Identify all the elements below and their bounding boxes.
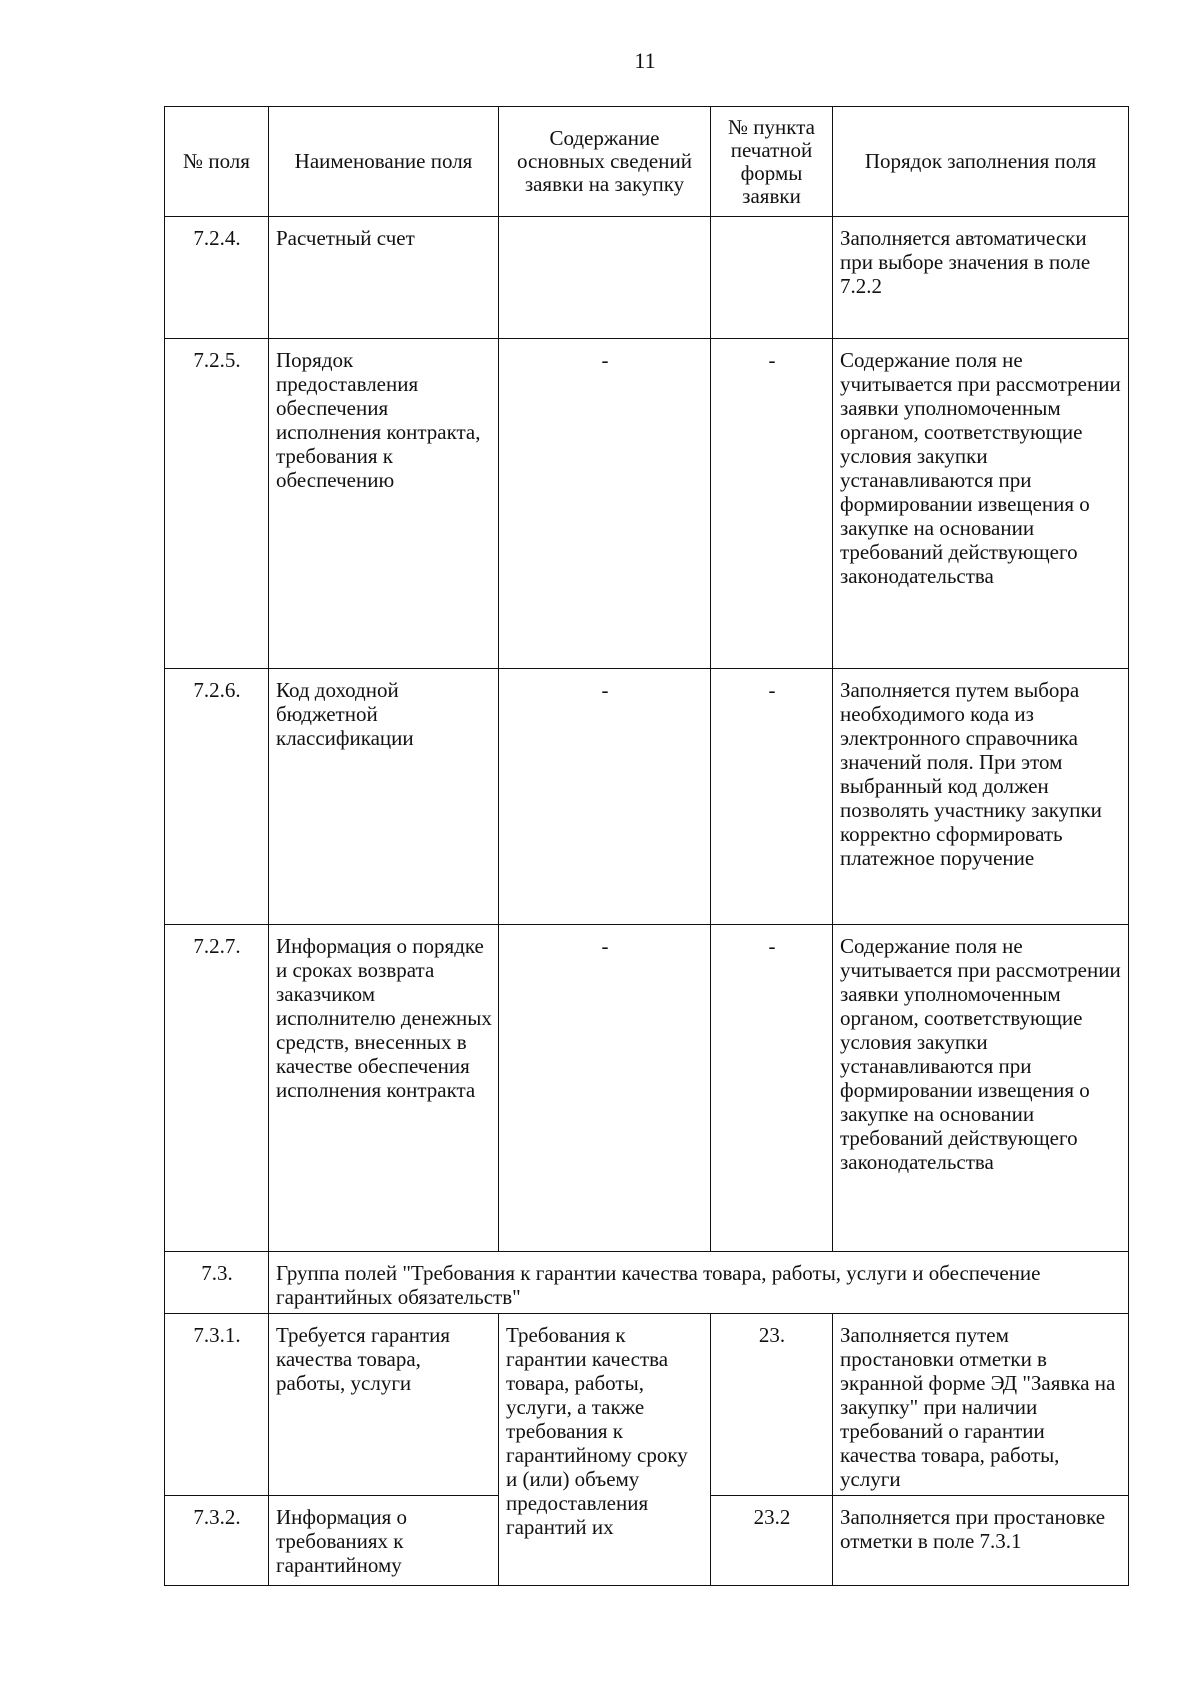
field-contents: - xyxy=(499,925,711,1252)
table-row xyxy=(165,1314,1129,1496)
table-row xyxy=(165,669,1129,925)
table-row xyxy=(165,339,1129,669)
field-fill-order: Заполняется путем выбора необходимого кода из электронного справочника значений поля. При этом выбранный код должен позволять участнику закупки корректно сформировать платежное поручение xyxy=(833,669,1129,925)
field-number: 7.2.6. xyxy=(165,669,269,925)
field-name: Информация о требованиях к гарантийному xyxy=(269,1496,499,1586)
field-name: Порядок предоставления обеспечения исполнения контракта, требования к обеспечению xyxy=(269,339,499,669)
header-contents: Содержание основных сведений заявки на закупку xyxy=(499,107,711,217)
field-number: 7.2.5. xyxy=(165,339,269,669)
field-name: Требуется гарантия качества товара, работы, услуги xyxy=(269,1314,499,1496)
field-number: 7.2.7. xyxy=(165,925,269,1252)
field-print-item xyxy=(711,217,833,339)
header-field-name: Наименование поля xyxy=(269,107,499,217)
field-contents xyxy=(499,217,711,339)
field-fill-order: Заполняется путем простановки отметки в экранной форме ЭД "Заявка на закупку" при наличии требований о гарантии качества товара, работы, услуги xyxy=(833,1314,1129,1496)
group-title: Группа полей "Требования к гарантии качества товара, работы, услуги и обеспечение гарантийных обязательств" xyxy=(269,1252,1129,1314)
field-print-item: - xyxy=(711,925,833,1252)
table-row xyxy=(165,925,1129,1252)
field-name: Информация о порядке и сроках возврата заказчиком исполнителю денежных средств, внесенных в качестве обеспечения исполнения контракта xyxy=(269,925,499,1252)
header-print-form-item: № пункта печатной формы заявки xyxy=(711,107,833,217)
field-print-item: 23.2 xyxy=(711,1496,833,1586)
field-number: 7.2.4. xyxy=(165,217,269,339)
field-contents: - xyxy=(499,339,711,669)
shared-contents: Требования к гарантии качества товара, работы, услуги, а также требования к гарантийному сроку и (или) объему предоставления гарантий их xyxy=(499,1314,711,1586)
page-number: 11 xyxy=(634,48,656,73)
field-name: Код доходной бюджетной классификации xyxy=(269,669,499,925)
header-fill-order: Порядок заполнения поля xyxy=(833,107,1129,217)
field-name: Расчетный счет xyxy=(269,217,499,339)
field-print-item: - xyxy=(711,669,833,925)
field-number: 7.3.1. xyxy=(165,1314,269,1496)
field-print-item: - xyxy=(711,339,833,669)
group-row xyxy=(165,1252,1129,1314)
table-row xyxy=(165,217,1129,339)
field-contents: - xyxy=(499,669,711,925)
field-fill-order: Заполняется автоматически при выборе значения в поле 7.2.2 xyxy=(833,217,1129,339)
header-row xyxy=(165,107,1129,217)
field-print-item: 23. xyxy=(711,1314,833,1496)
field-fill-order: Заполняется при простановке отметки в поле 7.3.1 xyxy=(833,1496,1129,1586)
fields-table xyxy=(164,106,1129,1586)
field-number: 7.3.2. xyxy=(165,1496,269,1586)
field-fill-order: Содержание поля не учитывается при рассмотрении заявки уполномоченным органом, соответствующие условия закупки устанавливаются при формировании извещения о закупке на основании требований действующего законодательства xyxy=(833,339,1129,669)
field-fill-order: Содержание поля не учитывается при рассмотрении заявки уполномоченным органом, соответствующие условия закупки устанавливаются при формировании извещения о закупке на основании требований действующего законодательства xyxy=(833,925,1129,1252)
group-number: 7.3. xyxy=(165,1252,269,1314)
header-field-no: № поля xyxy=(165,107,269,217)
